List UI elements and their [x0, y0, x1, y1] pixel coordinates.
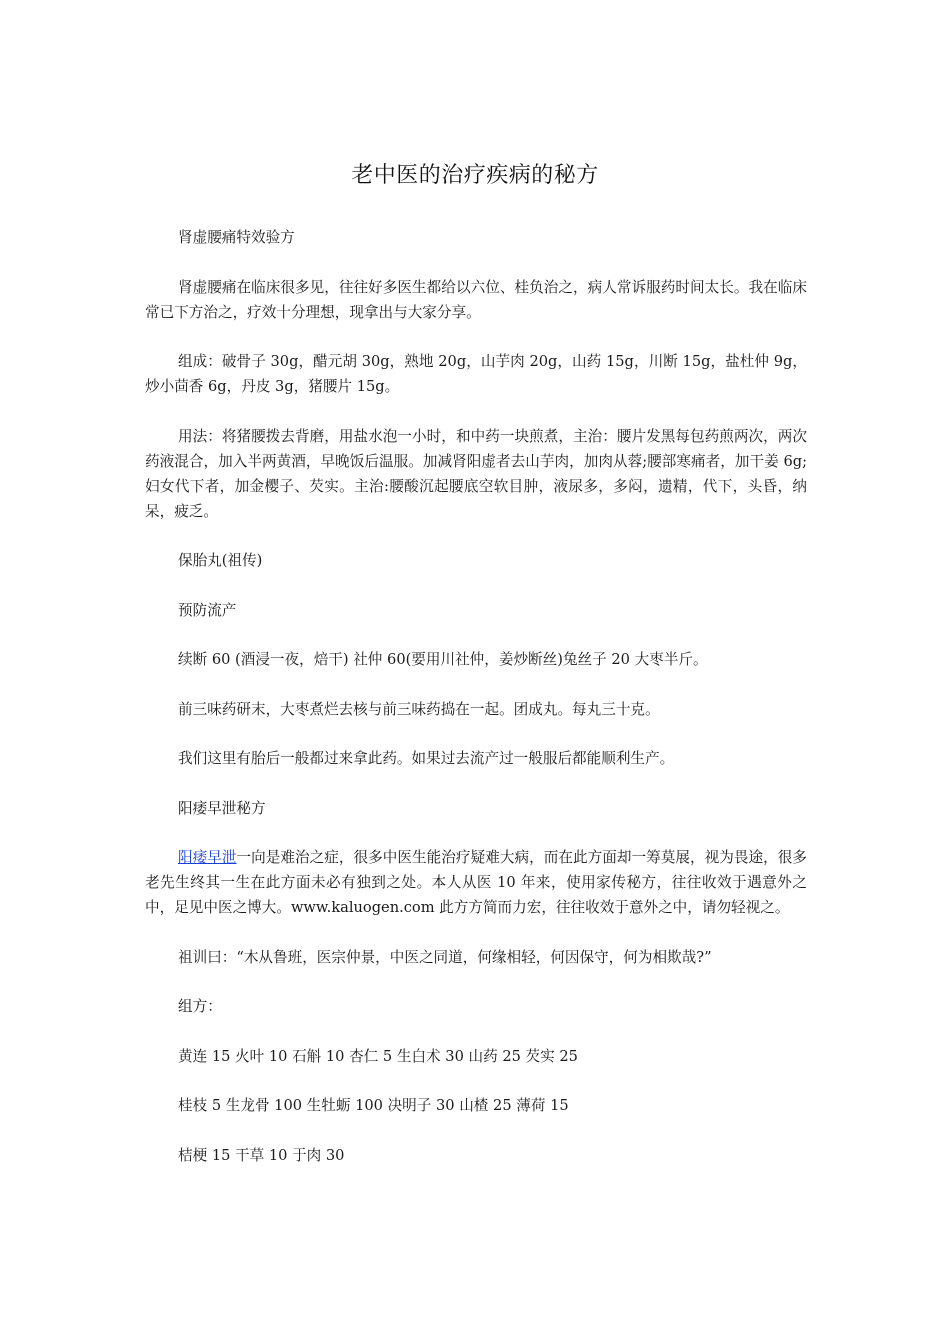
paragraph-with-link [145, 845, 807, 920]
document-title: 老中医的治疗疾病的秘方 [351, 163, 599, 188]
paragraph: 保胎丸(祖传) [178, 552, 263, 569]
paragraph-text: 一向是难治之症，很多中医生能治疗疑难大病，而在此方面却一筹莫展，视为畏途，很多老先生终其一生在此方面未必有独到之处。本人从医 10 年来，使用家传秘方，往往收效于遇意外之中，足见中医之博大。www.kaluogen.com 此方方简而力宏，往往收效于意外之中，请勿轻视之。 [145, 849, 807, 916]
paragraph: 阳痿早泄秘方 [178, 799, 266, 817]
paragraph: 组成：破骨子 30g，醋元胡 30g，熟地 20g，山芋肉 20g，山药 15g，川断 15g，盐杜仲 9g，炒小茴香 6g，丹皮 3g，猪腰片 15g。 [145, 353, 807, 395]
paragraph: 肾虚腰痛在临床很多见，往往好多医生都给以六位、桂负治之，病人常诉服药时间太长。我在临床常已下方治之，疗效十分理想，现拿出与大家分享。 [145, 278, 807, 321]
paragraph: 桔梗 15 干草 10 于肉 30 [178, 1146, 345, 1164]
paragraph: 祖训曰：“木从鲁班，医宗仲景，中医之同道，何缘相轻，何因保守，何为相欺哉?” [178, 948, 712, 966]
paragraph: 用法：将猪腰拨去背磨，用盐水泡一小时，和中药一块煎煮，主治：腰片发黑每包药煎两次，两次药液混合，加入半两黄酒，早晚饭后温服。加减肾阳虚者去山芋肉，加肉从蓉;腰部寒痛者，加干姜 6g;妇女代下者，加金樱子、芡实。主治:腰酸沉起腰底空软目肿，液尿多，多闷，遗精，代下，头昏，纳呆，疲乏。 [145, 427, 807, 520]
yangwei-zaoxie-link[interactable]: 阳痿早泄 [178, 849, 237, 866]
paragraph: 我们这里有胎后一般都过来拿此药。如果过去流产过一般服后都能顺利生产。 [178, 750, 675, 767]
document-body [145, 225, 807, 1192]
paragraph: 桂枝 5 生龙骨 100 生牡蛎 100 决明子 30 山楂 25 薄荷 15 [178, 1097, 569, 1114]
paragraph: 预防流产 [178, 601, 237, 619]
paragraph: 续断 60 (酒浸一夜，焙干) 社仲 60(要用川社仲，姜炒断丝)兔丝子 20 大枣半斤。 [178, 651, 708, 668]
paragraph: 黄连 15 火叶 10 石斛 10 杏仁 5 生白术 30 山药 25 芡实 25 [178, 1047, 578, 1065]
paragraph: 前三味药研末，大枣煮烂去核与前三味药捣在一起。团成丸。每丸三十克。 [178, 700, 660, 718]
paragraph: 组方： [178, 998, 222, 1015]
paragraph: 肾虚腰痛特效验方 [178, 229, 295, 246]
